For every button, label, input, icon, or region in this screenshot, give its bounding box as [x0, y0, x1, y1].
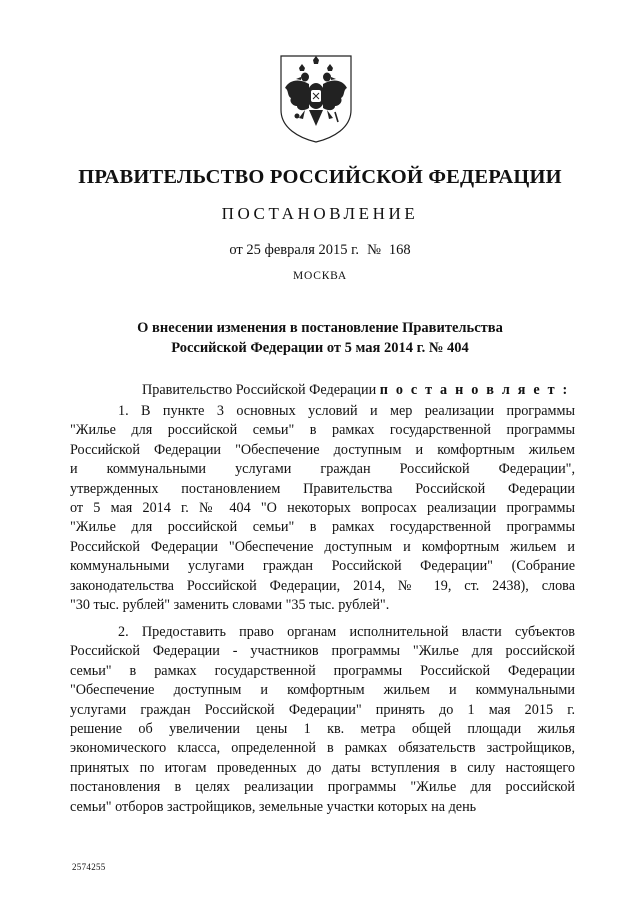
paragraph-line: Российской Федерации "Обеспечение доступным и комфортным жильем — [70, 441, 575, 458]
document-title-line: Российской Федерации от 5 мая 2014 г. № 404 — [171, 340, 469, 356]
document-title — [0, 318, 640, 358]
document-type: ПОСТАНОВЛЕНИЕ — [221, 204, 419, 223]
paragraph-line: от 5 мая 2014 г. № 404 "О некоторых вопросах реализации программы — [70, 500, 575, 517]
paragraph-line: коммунальными услугами граждан Российской Федерации" (Собрание — [70, 558, 575, 575]
intro-paragraph — [70, 381, 575, 400]
state-emblem-icon — [275, 52, 357, 144]
paragraph-line: решение об увеличении цены 1 кв. метра общей площади жилья — [70, 721, 575, 738]
intro-subject: Правительство Российской Федерации — [142, 382, 377, 398]
paragraph-2 — [70, 623, 575, 817]
footer-code: 2574255 — [72, 862, 106, 872]
paragraph-line: "Жилье для российской семьи" в рамках государственной программы — [70, 519, 575, 536]
paragraph-line: Российской Федерации "Обеспечение доступным и комфортным жильем и — [70, 538, 575, 555]
intro-verb: п о с т а н о в л я е т : — [379, 382, 570, 398]
paragraph-line: семьи" в рамках государственной программы Российской Федерации — [70, 662, 575, 679]
paragraph-line: семьи" отборов застройщиков, земельные участки которых на день — [70, 798, 477, 815]
paragraph-line: и коммунальными услугами граждан Российской Федерации", — [70, 461, 575, 478]
document-number: 168 — [388, 242, 411, 258]
paragraph-1 — [70, 402, 575, 615]
paragraph-line: "Обеспечение доступным и комфортным жильем и коммунальными — [70, 682, 575, 699]
paragraph-line: услугами граждан Российской Федерации" принять до 1 мая 2015 г. — [70, 701, 575, 718]
paragraph-line: "30 тыс. рублей" заменить словами "35 тыс. рублей". — [70, 597, 390, 614]
paragraph-line: законодательства Российской Федерации, 2014, № 19, ст. 2438), слова — [70, 577, 575, 594]
paragraph-line: "Жилье для российской семьи" в рамках государственной программы — [70, 422, 575, 439]
document-date-number — [0, 242, 640, 259]
paragraph-line: 1. В пункте 3 основных условий и мер реализации программы — [118, 403, 575, 419]
paragraph-line: экономического класса, определенной в рамках обязательств застройщиков, — [70, 740, 575, 757]
paragraph-line: постановления в целях реализации программы "Жилье для российской — [70, 779, 575, 796]
document-title-line: О внесении изменения в постановление Правительства — [137, 320, 503, 336]
document-place: МОСКВА — [292, 270, 348, 282]
document-date: от 25 февраля 2015 г. — [229, 242, 360, 258]
paragraph-line: Российской Федерации - участников программы "Жилье для российской — [70, 643, 575, 660]
number-sign: № — [367, 242, 381, 258]
issuing-authority: ПРАВИТЕЛЬСТВО РОССИЙСКОЙ ФЕДЕРАЦИИ — [78, 166, 562, 188]
paragraph-line: принятых по итогам проведенных до даты вступления в силу настоящего — [70, 759, 575, 776]
paragraph-line: 2. Предоставить право органам исполнительной власти субъектов — [118, 624, 575, 640]
paragraph-line: утвержденных постановлением Правительства Российской Федерации — [70, 480, 575, 497]
